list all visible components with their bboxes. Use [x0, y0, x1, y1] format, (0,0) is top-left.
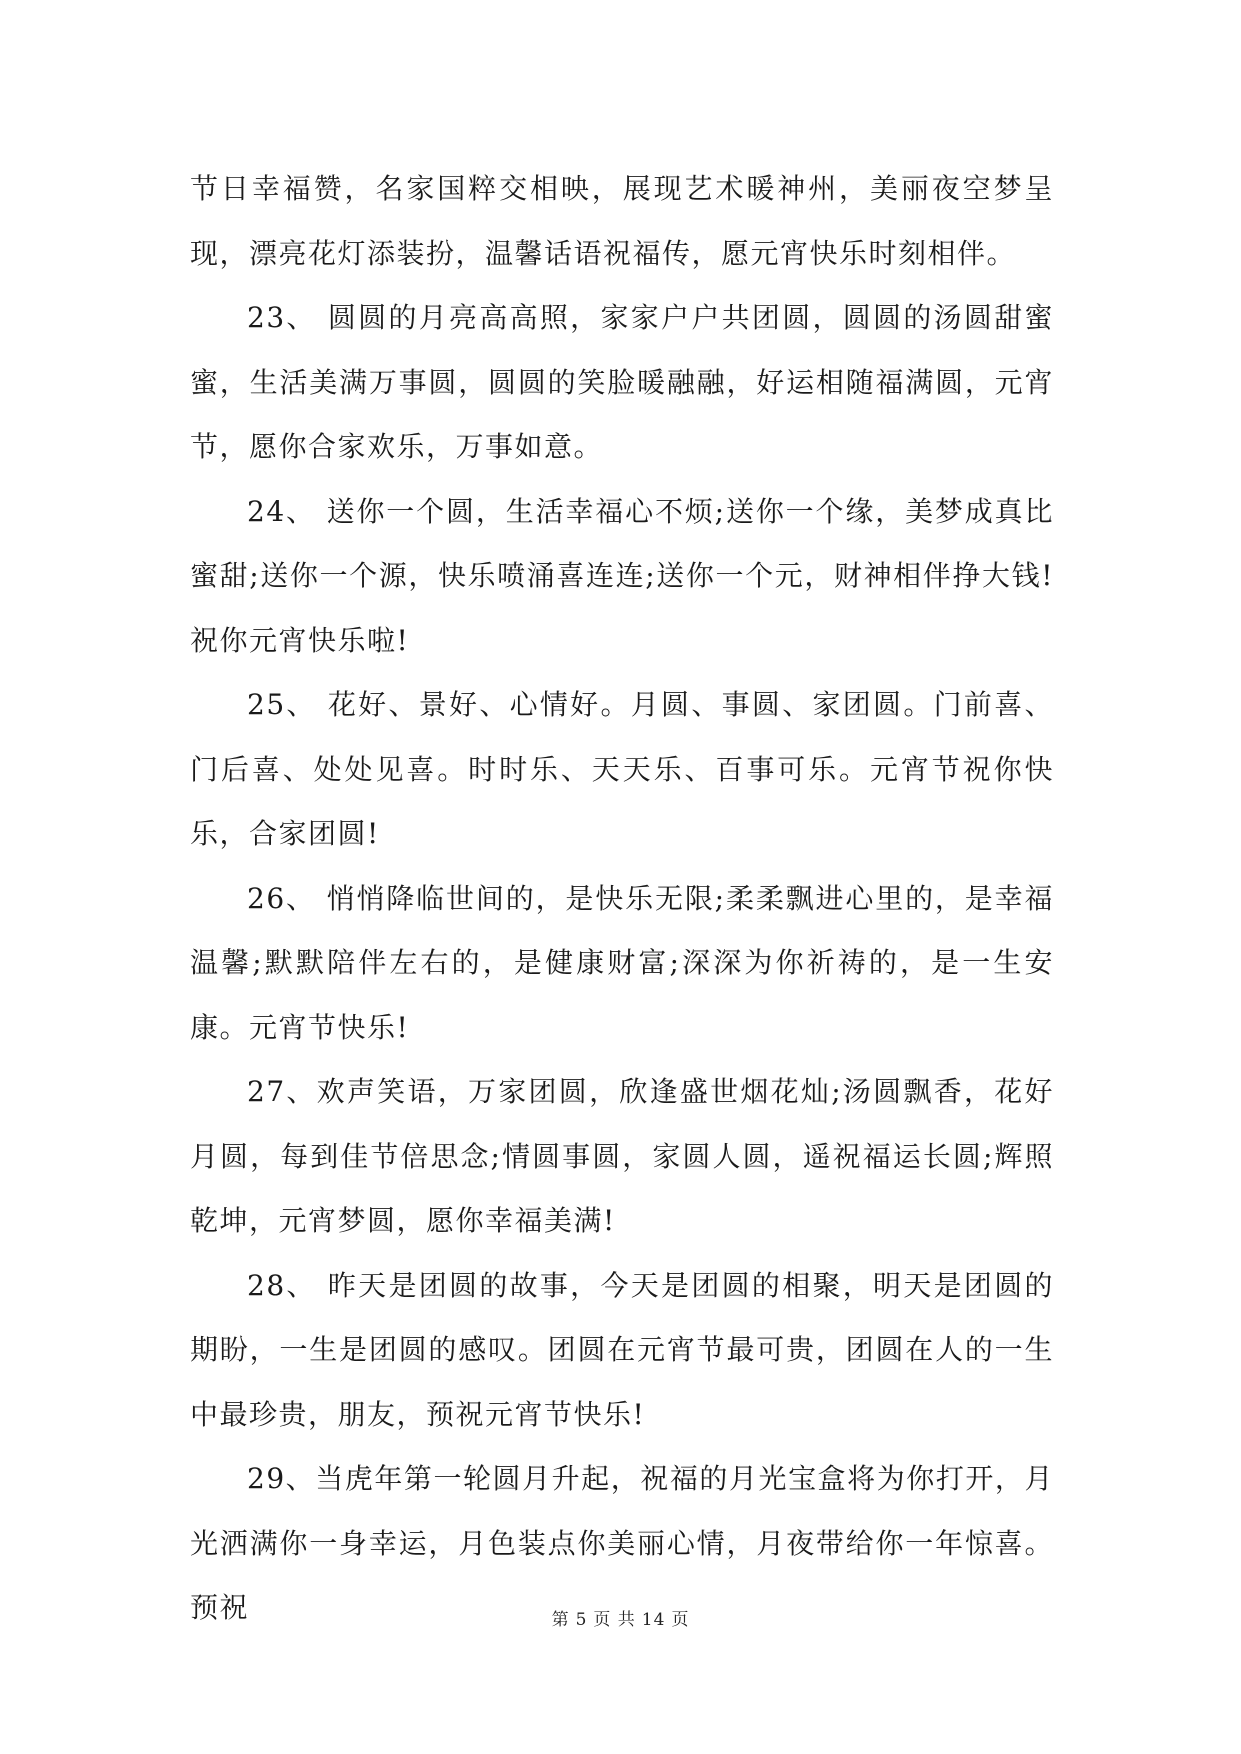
paragraph-text: 当虎年第一轮圆月升起，祝福的月光宝盒将为你打开，月光洒满你一身幸运，月色装点你美丽心情，月夜带给你一年惊喜。预祝 [190, 1462, 1054, 1624]
paragraph-24 [190, 480, 1054, 674]
paragraph-text: 圆圆的月亮高高照，家家户户共团圆，圆圆的汤圆甜蜜蜜，生活美满万事圆，圆圆的笑脸暖融融，好运相随福满圆，元宵节，愿你合家欢乐，万事如意。 [190, 301, 1054, 463]
footer-total-pages: 14 [641, 1610, 666, 1630]
document-body [190, 157, 1054, 1641]
paragraph-text: 送你一个圆，生活幸福心不烦;送你一个缘，美梦成真比蜜甜;送你一个源，快乐喷涌喜连连;送你一个元，财神相伴挣大钱!祝你元宵快乐啦! [190, 494, 1054, 657]
paragraph-number: 28、 [247, 1268, 317, 1302]
paragraph-text: 悄悄降临世间的，是快乐无限;柔柔飘进心里的，是幸福温馨;默默陪伴左右的，是健康财富;深深为你祈祷的，是一生安康。元宵节快乐! [190, 881, 1054, 1044]
paragraph-number: 29、 [247, 1462, 316, 1495]
paragraph-continued [190, 157, 1054, 286]
paragraph-text: 昨天是团圆的故事，今天是团圆的相聚，明天是团圆的期盼，一生是团圆的感叹。团圆在元宵节最可贵，团圆在人的一生中最珍贵，朋友，预祝元宵节快乐! [190, 1268, 1054, 1431]
paragraph-number: 26、 [247, 881, 316, 915]
footer-middle: 页 共 [593, 1610, 636, 1630]
paragraph-number: 24、 [247, 494, 316, 528]
paragraph-number: 27、 [247, 1075, 317, 1108]
paragraph-23 [190, 286, 1054, 480]
paragraph-number: 25、 [247, 688, 317, 721]
paragraph-28 [190, 1254, 1054, 1448]
footer-prefix: 第 [551, 1610, 570, 1630]
paragraph-26 [190, 867, 1054, 1061]
paragraph-text: 欢声笑语，万家团圆，欣逢盛世烟花灿;汤圆飘香，花好月圆，每到佳节倍思念;情圆事圆，家圆人圆，遥祝福运长圆;辉照乾坤，元宵梦圆，愿你幸福美满! [190, 1075, 1054, 1237]
page-footer [0, 1605, 1241, 1630]
footer-suffix: 页 [671, 1610, 690, 1630]
paragraph-text: 花好、景好、心情好。月圆、事圆、家团圆。门前喜、门后喜、处处见喜。时时乐、天天乐、百事可乐。元宵节祝你快乐，合家团圆! [190, 688, 1054, 850]
footer-current-page: 5 [575, 1610, 588, 1630]
paragraph-text: 节日幸福赞，名家国粹交相映，展现艺术暖神州，美丽夜空梦呈现，漂亮花灯添装扮，温馨话语祝福传，愿元宵快乐时刻相伴。 [190, 172, 1054, 270]
paragraph-25 [190, 673, 1054, 867]
paragraph-number: 23、 [247, 301, 317, 334]
paragraph-27 [190, 1060, 1054, 1254]
